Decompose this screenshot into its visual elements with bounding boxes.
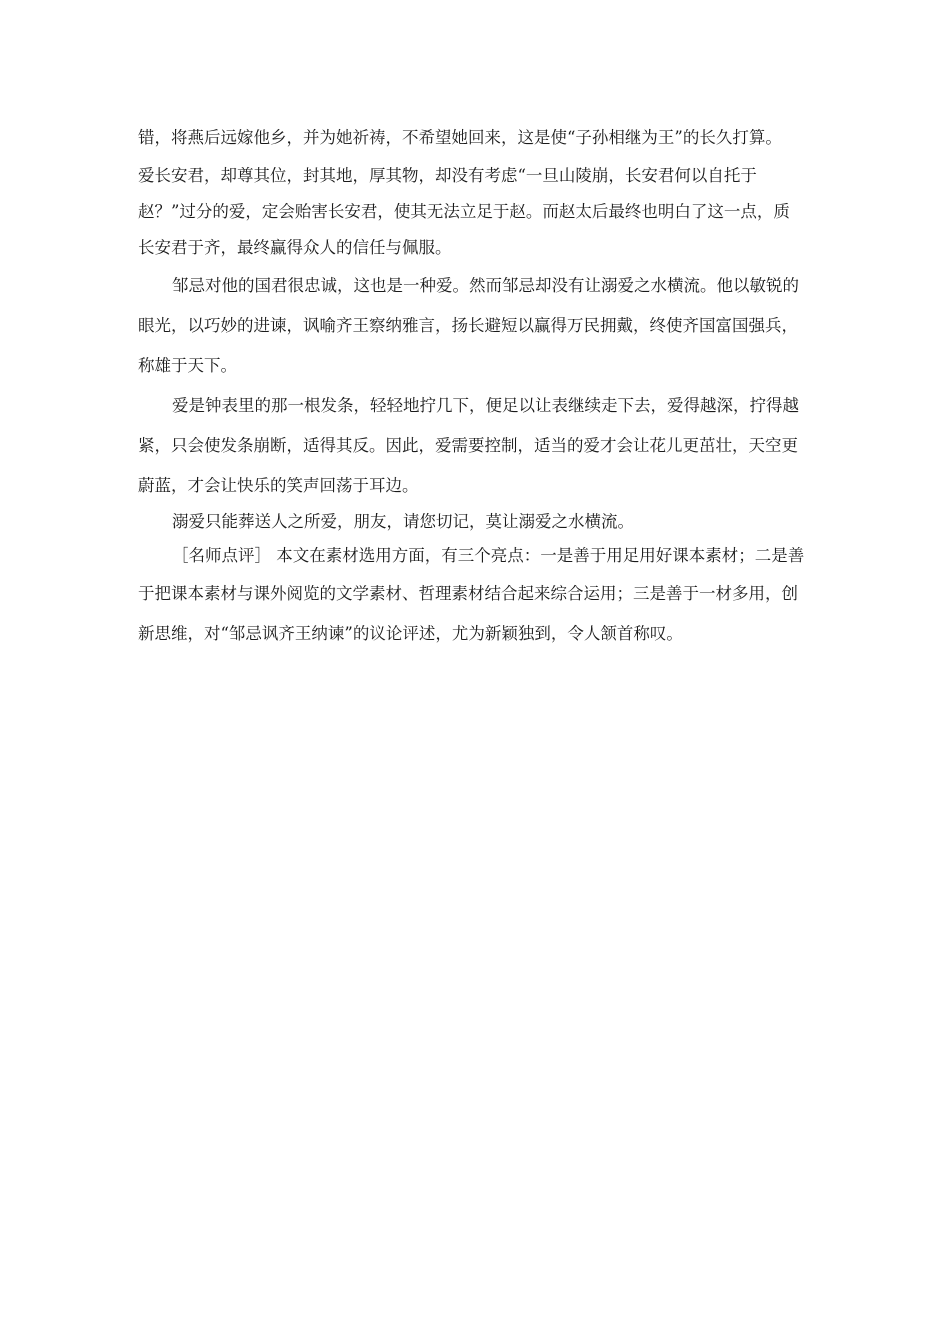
paragraph-start: 爱是钟表里的那一根发条，轻轻地拧几下，便足以让表继续走下去，爱得越深，拧得越 — [172, 396, 799, 415]
text-line: 于把课本素材与课外阅览的文学素材、哲理素材结合起来综合运用；三是善于一材多用，创 — [138, 584, 798, 603]
text-line: 赵？”过分的爱，定会贻害长安君，使其无法立足于赵。而赵太后最终也明白了这一点，质 — [138, 202, 790, 221]
text-line: 错，将燕后远嫁他乡，并为她祈祷，不希望她回来，这是使“子孙相继为王”的长久打算。 — [138, 128, 782, 147]
text-line: 眼光，以巧妙的进谏，讽喻齐王察纳雅言，扬长避短以赢得万民拥戴，终使齐国富国强兵， — [138, 316, 798, 335]
text-line: 称雄于天下。 — [138, 356, 237, 375]
text-line: 紧，只会使发条崩断，适得其反。因此，爱需要控制，适当的爱才会让花儿更茁壮，天空更 — [138, 436, 798, 455]
document-body — [138, 118, 818, 654]
paragraph-start: 邹忌对他的国君很忠诚，这也是一种爱。然而邹忌却没有让溺爱之水横流。他以敏锐的 — [172, 276, 799, 295]
text-line: 新思维，对“邹忌讽齐王纳谏”的议论评述，尤为新颖独到，令人颔首称叹。 — [138, 624, 683, 643]
text-line: 蔚蓝，才会让快乐的笑声回荡于耳边。 — [138, 476, 419, 495]
text-line: 爱长安君，却尊其位，封其地，厚其物，却没有考虑“一旦山陵崩，长安君何以自托于 — [138, 166, 757, 185]
commentary-start: ［名师点评］ 本文在素材选用方面，有三个亮点：一是善于用足用好课本素材；二是善 — [172, 546, 805, 565]
text-line: 长安君于齐，最终赢得众人的信任与佩服。 — [138, 238, 452, 257]
paragraph-start: 溺爱只能葬送人之所爱，朋友，请您切记，莫让溺爱之水横流。 — [172, 512, 634, 531]
